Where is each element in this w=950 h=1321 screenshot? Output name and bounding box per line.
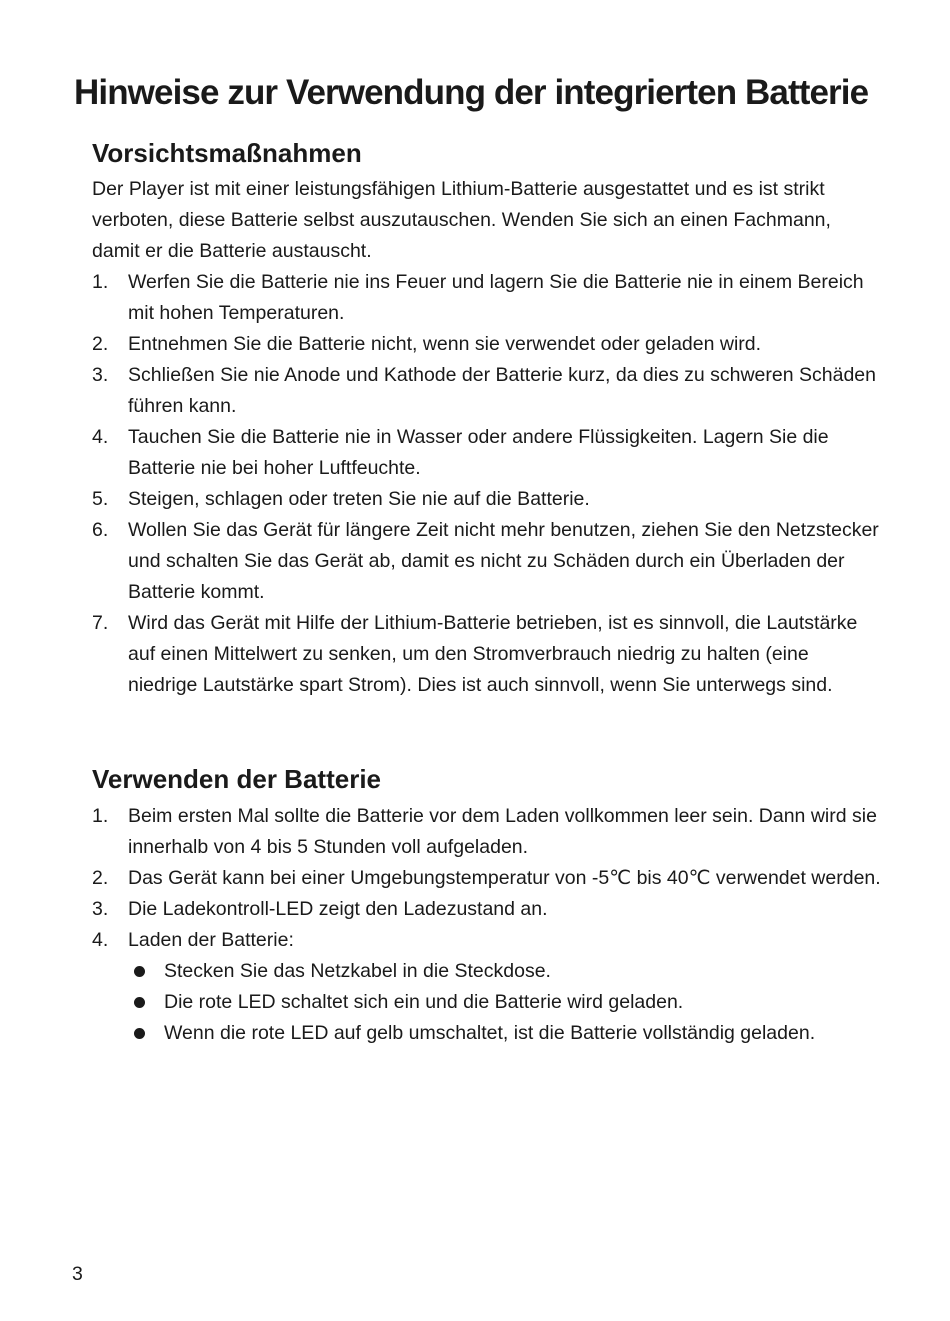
item-number: 1. (92, 805, 109, 827)
page-title: Hinweise zur Verwendung der integrierten Batterie (74, 73, 869, 112)
item-number: 3. (92, 898, 109, 920)
list-item (92, 925, 882, 1049)
item-text: Die Ladekontroll-LED zeigt den Ladezustand an. (128, 898, 548, 920)
list-item (92, 422, 882, 484)
bullet-dot-icon (134, 966, 145, 977)
charging-steps-list (128, 956, 882, 1049)
precautions-list (92, 267, 882, 701)
bullet-text: Stecken Sie das Netzkabel in die Steckdose. (164, 960, 551, 982)
section-heading-usage: Verwenden der Batterie (92, 764, 381, 794)
bullet-text: Wenn die rote LED auf gelb umschaltet, ist die Batterie vollständig geladen. (164, 1022, 816, 1044)
list-item (92, 267, 882, 329)
bullet-dot-icon (134, 1028, 145, 1039)
list-item (92, 894, 882, 925)
item-text: Steigen, schlagen oder treten Sie nie auf die Batterie. (128, 488, 590, 510)
list-item (92, 863, 882, 894)
item-text: Beim ersten Mal sollte die Batterie vor dem Laden vollkommen leer sein. Dann wird sie innerhalb von 4 bis 5 Stunden voll aufgeladen. (128, 805, 877, 858)
item-number: 4. (92, 929, 109, 951)
item-number: 3. (92, 364, 109, 386)
precautions-intro: Der Player ist mit einer leistungsfähigen Lithium-Batterie ausgestattet und es ist strikt verboten, diese Batterie selbst auszutauschen. Wenden Sie sich an einen Fachmann, damit er die Batterie austauscht. (92, 178, 831, 262)
bullet-item (128, 1018, 882, 1049)
item-text: Entnehmen Sie die Batterie nicht, wenn sie verwendet oder geladen wird. (128, 333, 762, 355)
list-item (92, 515, 882, 608)
page-number: 3 (72, 1263, 83, 1285)
list-item (92, 329, 882, 360)
bullet-dot-icon (134, 997, 145, 1008)
item-number: 5. (92, 488, 109, 510)
item-number: 6. (92, 519, 109, 541)
bullet-text: Die rote LED schaltet sich ein und die Batterie wird geladen. (164, 991, 684, 1013)
list-item (92, 801, 882, 863)
item-number: 2. (92, 333, 109, 355)
section-heading-precautions: Vorsichtsmaßnahmen (92, 138, 362, 168)
list-item (92, 484, 882, 515)
bullet-item (128, 956, 882, 987)
bullet-item (128, 987, 882, 1018)
item-text: Schließen Sie nie Anode und Kathode der Batterie kurz, da dies zu schweren Schäden führen kann. (128, 364, 876, 417)
item-text: Wollen Sie das Gerät für längere Zeit nicht mehr benutzen, ziehen Sie den Netzstecker und schalten Sie das Gerät ab, damit es nicht zu Schäden durch ein Überladen der Batterie kommt. (128, 519, 879, 603)
item-text: Wird das Gerät mit Hilfe der Lithium-Batterie betrieben, ist es sinnvoll, die Lautstärke auf einen Mittelwert zu senken, um den Stromverbrauch niedrig zu halten (eine niedrige Lautstärke spart Strom). Dies ist auch sinnvoll, wenn Sie unterwegs sind. (128, 612, 858, 696)
item-number: 2. (92, 867, 109, 889)
item-number: 1. (92, 271, 109, 293)
usage-list (92, 801, 882, 1049)
item-text: Das Gerät kann bei einer Umgebungstemperatur von -5℃ bis 40℃ verwendet werden. (128, 867, 881, 889)
item-text: Werfen Sie die Batterie nie ins Feuer und lagern Sie die Batterie nie in einem Bereich mit hohen Temperaturen. (128, 271, 864, 324)
list-item (92, 608, 882, 701)
item-text: Tauchen Sie die Batterie nie in Wasser oder andere Flüssigkeiten. Lagern Sie die Batterie nie bei hoher Luftfeuchte. (128, 426, 829, 479)
item-number: 4. (92, 426, 109, 448)
list-item (92, 360, 882, 422)
item-text: Laden der Batterie: (128, 929, 294, 951)
item-number: 7. (92, 612, 109, 634)
